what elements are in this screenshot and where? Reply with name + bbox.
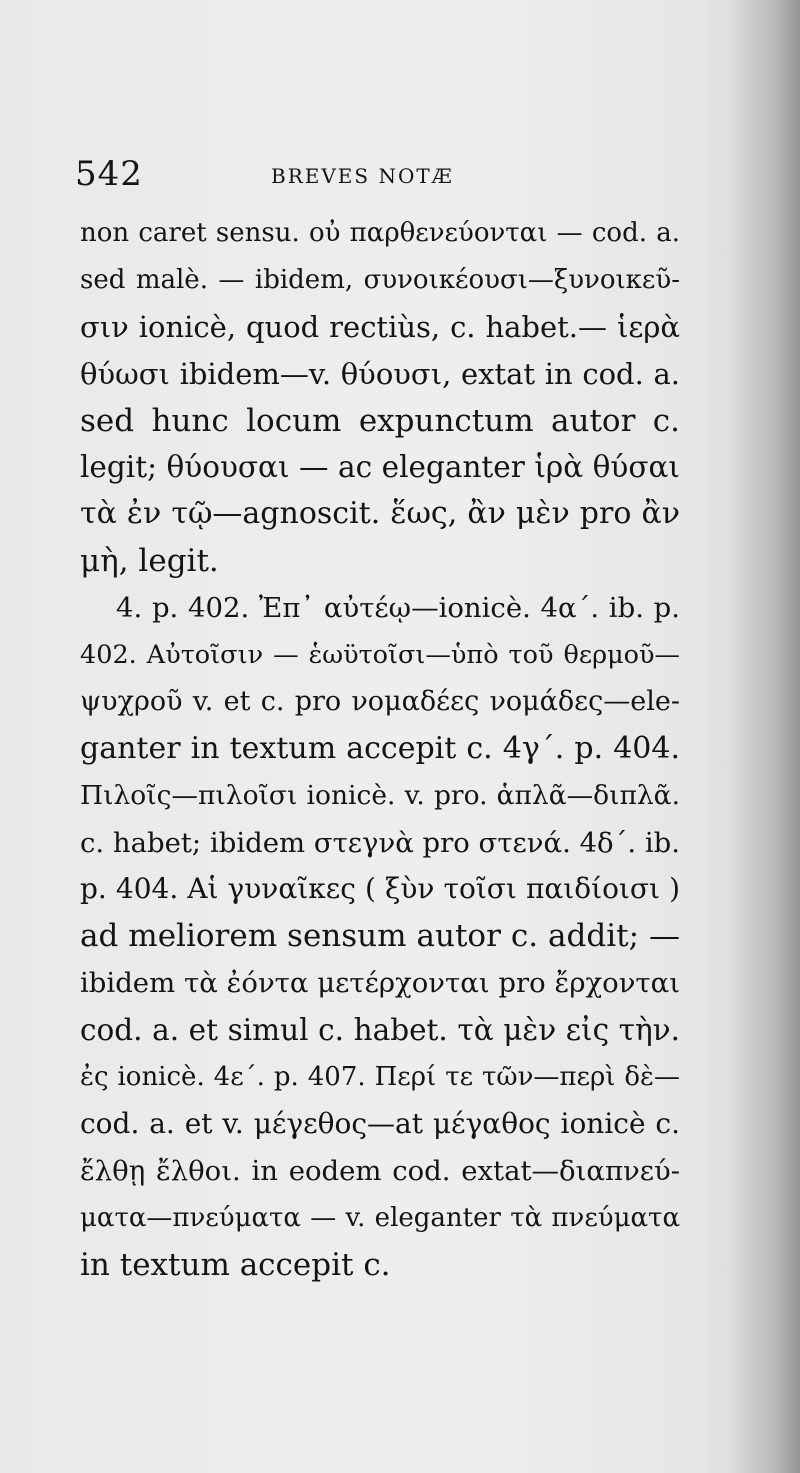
text-line: in textum accepit c. xyxy=(80,1246,391,1283)
text-line: μὴ, legit. xyxy=(80,543,219,580)
text-line: legit; θύουσαι — ac eleganter ἱρὰ θύσαι xyxy=(80,450,680,485)
text-line: τὰ ἐν τῷ—agnoscit. ἕως, ἂν μὲν pro ἂν xyxy=(80,496,680,532)
text-line: 402. Αὐτοῖσιν — ἑωϋτοῖσι—ὑπὸ τοῦ θερμοῦ— xyxy=(80,640,680,671)
running-head: BREVES NOTÆ xyxy=(271,164,454,188)
text-line: σιν ionicè, quod rectiùs, c. habet.— ἱερὰ xyxy=(80,309,680,344)
body-text xyxy=(80,210,680,1288)
text-line: ματα—πνεύματα — v. eleganter τὰ πνεύματα xyxy=(80,1202,680,1233)
text-line: ad meliorem sensum autor c. addit; — xyxy=(80,918,680,955)
text-line: sed hunc locum expunctum autor c. xyxy=(80,402,680,439)
text-line: θύωσι ibidem—v. θύουσι, extat in cod. a. xyxy=(80,356,680,391)
text-line: c. habet; ibidem στεγνὰ pro στενά. 4δ΄. ib. xyxy=(80,826,680,859)
text-line: ψυχροῦ v. et c. pro νομαδέες νομάδες—ele- xyxy=(80,685,680,717)
text-line: sed malè. — ibidem, συνοικέουσι—ξυνοικεῦ- xyxy=(80,264,680,295)
text-line: p. 404. Αἱ γυναῖκες ( ξὺν τοῖσι παιδίοισι ) xyxy=(80,872,680,906)
text-line: non caret sensu. οὐ παρθενεύονται — cod. a. xyxy=(80,218,680,248)
text-line: cod. a. et simul c. habet. τὰ μὲν εἰς τὴν. xyxy=(80,1013,680,1048)
text-line: ἐς ionicè. 4ε΄. p. 407. Περί τε τῶν—περὶ δὲ— xyxy=(80,1062,680,1093)
binding-shadow xyxy=(730,0,800,1473)
page-number: 542 xyxy=(75,154,143,194)
text-line: ibidem τὰ ἐόντα μετέρχονται pro ἔρχονται xyxy=(80,967,680,1000)
text-line: ἔλθῃ ἔλθοι. in eodem cod. extat—διαπνεύ- xyxy=(80,1154,680,1187)
text-line: Πιλοῖς—πιλοῖσι ionicè. v. pro. ἁπλᾶ—διπλᾶ. xyxy=(80,779,680,811)
text-line: cod. a. et v. μέγεθος—at μέγαθος ionicè c. xyxy=(80,1106,680,1140)
paragraph-start-line: 4. p. 402. Ἐπ᾽ αὐτέῳ—ionicè. 4α΄. ib. p. xyxy=(116,592,680,625)
text-line: ganter in textum accepit c. 4γ΄. p. 404. xyxy=(80,730,680,766)
page-header xyxy=(75,150,675,195)
